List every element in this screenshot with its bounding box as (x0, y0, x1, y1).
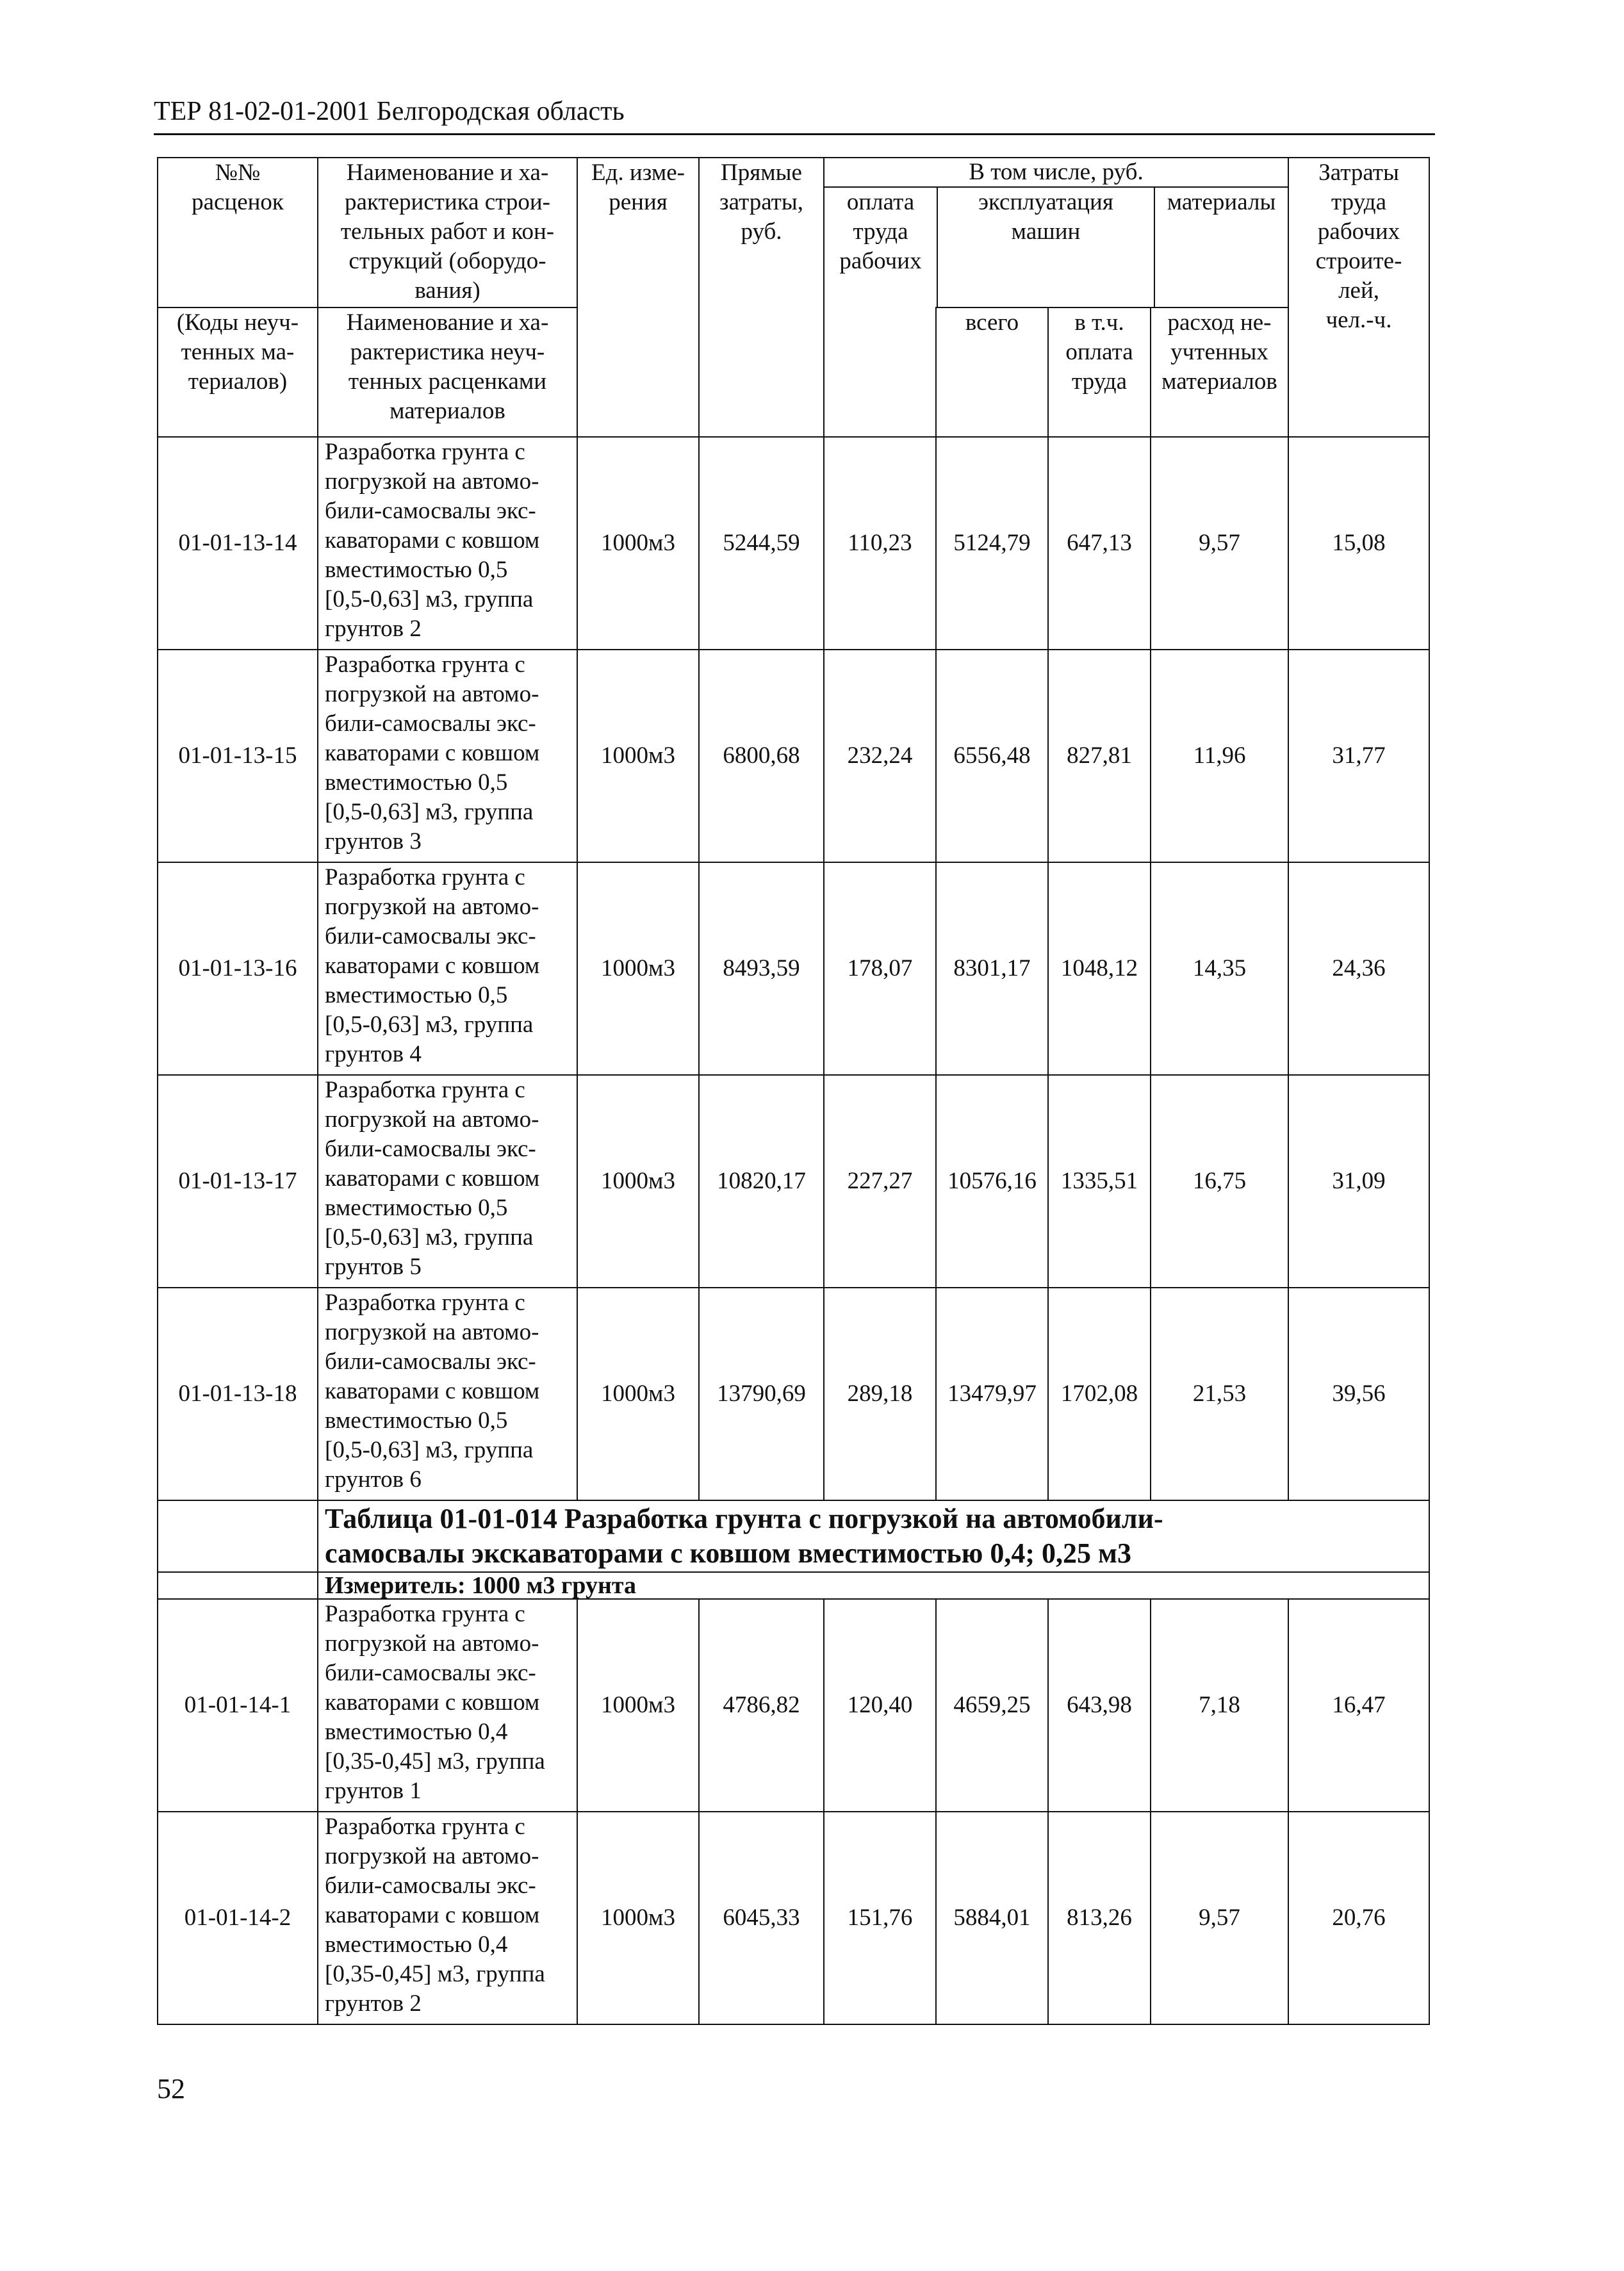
materials-cell: 21,53 (1151, 1288, 1288, 1500)
labor-cost-cell: 31,09 (1288, 1075, 1429, 1288)
rate-code: 01-01-14-1 (158, 1599, 318, 1812)
header-wage-blank (824, 307, 936, 437)
title-row-blank (158, 1500, 318, 1572)
table-row (158, 1812, 1429, 2024)
header-name-sub: Наименование и ха- рактеристика неуч- тенных расценками материалов (318, 307, 577, 437)
labor-cost-cell: 16,47 (1288, 1599, 1429, 1812)
machines-wage-cell: 827,81 (1048, 650, 1151, 862)
unit-cell: 1000м3 (577, 1812, 699, 2024)
header-direct: Прямые затраты, руб. (699, 158, 824, 437)
table-row (158, 1288, 1429, 1500)
work-description: Разработка грунта с погрузкой на автомо- били-самосвалы экс- каваторами с ковшом вместимостью 0,5 [0,5-0,63] м3, группа грунтов 3 (318, 650, 577, 862)
direct-cost-cell: 5244,59 (699, 437, 824, 650)
work-description: Разработка грунта с погрузкой на автомо- били-самосвалы экс- каваторами с ковшом вместимостью 0,4 [0,35-0,45] м3, группа грунтов 1 (318, 1599, 577, 1812)
work-description: Разработка грунта с погрузкой на автомо- били-самосвалы экс- каваторами с ковшом вместимостью 0,5 [0,5-0,63] м3, группа грунтов 6 (318, 1288, 577, 1500)
header-machines-total: всего (936, 307, 1048, 437)
table-row (158, 862, 1429, 1075)
table-header-row (158, 158, 1429, 307)
meter-label: Измеритель: 1000 м3 грунта (318, 1572, 1429, 1599)
header-materials-sub: расход не- учтенных материалов (1151, 307, 1288, 437)
unit-cell: 1000м3 (577, 862, 699, 1075)
work-description: Разработка грунта с погрузкой на автомо- били-самосвалы экс- каваторами с ковшом вместимостью 0,4 [0,35-0,45] м3, группа грунтов 2 (318, 1812, 577, 2024)
materials-cell: 14,35 (1151, 862, 1288, 1075)
labor-cost-cell: 31,77 (1288, 650, 1429, 862)
wage-cell: 232,24 (824, 650, 936, 862)
table-row (158, 437, 1429, 650)
table-title: Таблица 01-01-014 Разработка грунта с погрузкой на автомобили- самосвалы экскаваторами с ковшом вместимостью 0,4; 0,25 м3 (318, 1500, 1429, 1572)
labor-cost-cell: 24,36 (1288, 862, 1429, 1075)
machines-total-cell: 5124,79 (936, 437, 1048, 650)
work-description: Разработка грунта с погрузкой на автомо- били-самосвалы экс- каваторами с ковшом вместимостью 0,5 [0,5-0,63] м3, группа грунтов 4 (318, 862, 577, 1075)
wage-cell: 227,27 (824, 1075, 936, 1288)
materials-cell: 16,75 (1151, 1075, 1288, 1288)
labor-cost-cell: 15,08 (1288, 437, 1429, 650)
machines-total-cell: 6556,48 (936, 650, 1048, 862)
direct-cost-cell: 4786,82 (699, 1599, 824, 1812)
rate-code: 01-01-13-18 (158, 1288, 318, 1500)
table-row (158, 650, 1429, 862)
machines-wage-cell: 1048,12 (1048, 862, 1151, 1075)
machines-wage-cell: 1702,08 (1048, 1288, 1151, 1500)
direct-cost-cell: 6045,33 (699, 1812, 824, 2024)
header-unit: Ед. изме- рения (577, 158, 699, 437)
header-incl-group (824, 158, 1288, 307)
table-title-row (158, 1500, 1429, 1572)
header-wage: оплата труда рабочих (824, 188, 938, 307)
header-machines: эксплуатация машин (938, 188, 1155, 307)
machines-total-cell: 8301,17 (936, 862, 1048, 1075)
meter-row-blank (158, 1572, 318, 1599)
labor-cost-cell: 39,56 (1288, 1288, 1429, 1500)
table-row (158, 1075, 1429, 1288)
work-description: Разработка грунта с погрузкой на автомо- били-самосвалы экс- каваторами с ковшом вместимостью 0,5 [0,5-0,63] м3, группа грунтов 5 (318, 1075, 577, 1288)
materials-cell: 9,57 (1151, 437, 1288, 650)
header-divider (154, 133, 1435, 135)
machines-wage-cell: 647,13 (1048, 437, 1151, 650)
materials-cell: 7,18 (1151, 1599, 1288, 1812)
wage-cell: 289,18 (824, 1288, 936, 1500)
wage-cell: 120,40 (824, 1599, 936, 1812)
machines-wage-cell: 813,26 (1048, 1812, 1151, 2024)
work-description: Разработка грунта с погрузкой на автомо- били-самосвалы экс- каваторами с ковшом вместимостью 0,5 [0,5-0,63] м3, группа грунтов 2 (318, 437, 577, 650)
unit-cell: 1000м3 (577, 650, 699, 862)
header-code-sub: (Коды неуч- тенных ма- териалов) (158, 307, 318, 437)
header-labor: Затраты труда рабочих строите- лей, чел.-ч. (1288, 158, 1429, 437)
table-row (158, 1599, 1429, 1812)
machines-wage-cell: 1335,51 (1048, 1075, 1151, 1288)
rate-code: 01-01-13-17 (158, 1075, 318, 1288)
rate-code: 01-01-14-2 (158, 1812, 318, 2024)
page-number: 52 (157, 2073, 185, 2104)
wage-cell: 110,23 (824, 437, 936, 650)
header-name: Наименование и ха- рактеристика строи- тельных работ и кон- струкций (оборудо- вания) (318, 158, 577, 307)
machines-wage-cell: 643,98 (1048, 1599, 1151, 1812)
header-machines-wage: в т.ч. оплата труда (1048, 307, 1151, 437)
direct-cost-cell: 8493,59 (699, 862, 824, 1075)
direct-cost-cell: 10820,17 (699, 1075, 824, 1288)
unit-cell: 1000м3 (577, 1075, 699, 1288)
unit-cell: 1000м3 (577, 1599, 699, 1812)
header-code: №№ расценок (158, 158, 318, 307)
wage-cell: 178,07 (824, 862, 936, 1075)
direct-cost-cell: 13790,69 (699, 1288, 824, 1500)
meter-row (158, 1572, 1429, 1599)
header-incl: В том числе, руб. (824, 158, 1288, 188)
machines-total-cell: 4659,25 (936, 1599, 1048, 1812)
machines-total-cell: 5884,01 (936, 1812, 1048, 2024)
rate-code: 01-01-13-15 (158, 650, 318, 862)
materials-cell: 11,96 (1151, 650, 1288, 862)
materials-cell: 9,57 (1151, 1812, 1288, 2024)
labor-cost-cell: 20,76 (1288, 1812, 1429, 2024)
page-header-title: ТЕР 81-02-01-2001 Белгородская область (154, 97, 625, 126)
machines-total-cell: 13479,97 (936, 1288, 1048, 1500)
rate-code: 01-01-13-16 (158, 862, 318, 1075)
unit-cell: 1000м3 (577, 1288, 699, 1500)
direct-cost-cell: 6800,68 (699, 650, 824, 862)
unit-cell: 1000м3 (577, 437, 699, 650)
rates-table (157, 157, 1430, 2025)
wage-cell: 151,76 (824, 1812, 936, 2024)
machines-total-cell: 10576,16 (936, 1075, 1048, 1288)
header-materials: материалы (1167, 189, 1276, 215)
rate-code: 01-01-13-14 (158, 437, 318, 650)
